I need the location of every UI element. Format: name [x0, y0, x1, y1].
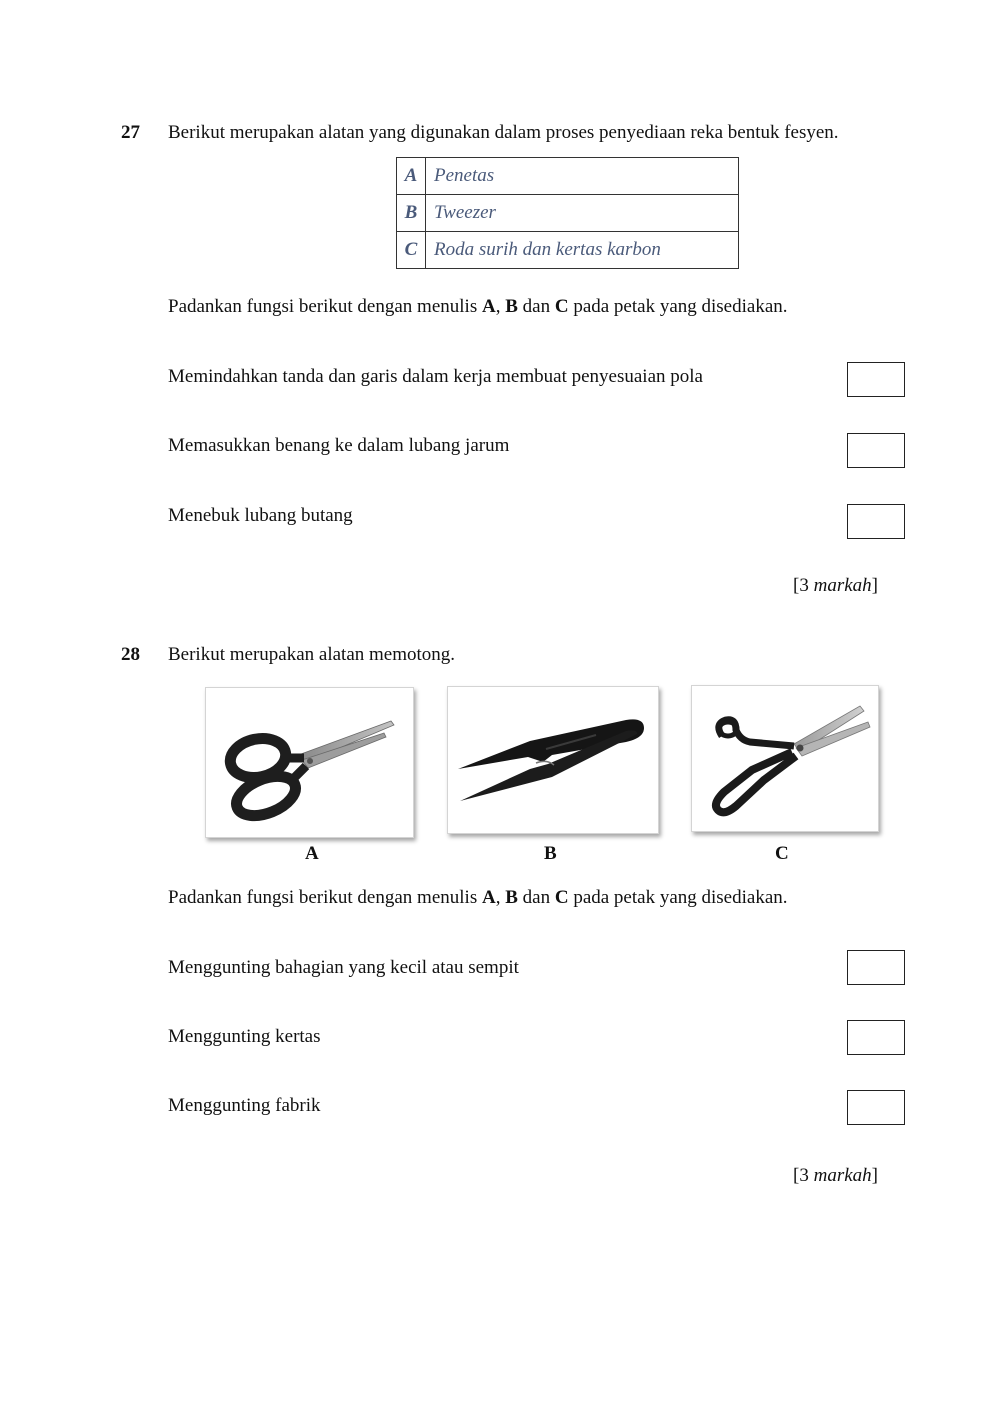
- question-27-number: 27: [121, 122, 140, 143]
- q28-item-3-text: Menggunting fabrik: [168, 1095, 321, 1116]
- image-b-caption: B: [544, 843, 557, 864]
- instruction-separator: ,: [495, 296, 506, 317]
- q28-item-1-text: Menggunting bahagian yang kecil atau sempit: [168, 957, 519, 978]
- table-row: [397, 232, 739, 269]
- q27-marks: [793, 575, 878, 597]
- question-27-instruction: [168, 296, 788, 318]
- marks-open: [3: [793, 575, 814, 596]
- instruction-separator: ,: [495, 887, 506, 908]
- q28-marks: [793, 1165, 878, 1187]
- marks-close: ]: [871, 575, 878, 596]
- q27-item-3-text: Menebuk lubang butang: [168, 505, 353, 526]
- q28-answer-box-3[interactable]: [847, 1090, 905, 1125]
- tool-letter: C: [397, 232, 426, 269]
- question-28-number: 28: [121, 644, 140, 665]
- image-a-caption: A: [305, 843, 319, 864]
- tool-name: Tweezer: [426, 195, 739, 232]
- question-28-instruction: [168, 887, 788, 909]
- instruction-text: Padankan fungsi berikut dengan menulis: [168, 296, 482, 317]
- q27-item-1-text: Memindahkan tanda dan garis dalam kerja membuat penyesuaian pola: [168, 366, 703, 387]
- instruction-letter-b: B: [505, 296, 518, 317]
- marks-word: markah: [813, 1165, 872, 1186]
- q28-answer-box-1[interactable]: [847, 950, 905, 985]
- marks-open: [3: [793, 1165, 814, 1186]
- instruction-separator: dan: [517, 887, 555, 908]
- instruction-text: pada petak yang disediakan.: [568, 887, 788, 908]
- instruction-letter-a: A: [481, 887, 496, 908]
- instruction-separator: dan: [517, 296, 555, 317]
- image-c-caption: C: [775, 843, 789, 864]
- q28-item-2-text: Menggunting kertas: [168, 1026, 321, 1047]
- dressmaking-shears-icon: [691, 685, 879, 832]
- tool-letter: A: [397, 158, 426, 195]
- q27-answer-box-2[interactable]: [847, 433, 905, 468]
- question-27-intro: Berikut merupakan alatan yang digunakan dalam proses penyediaan reka bentuk fesyen.: [168, 122, 839, 143]
- instruction-letter-c: C: [554, 296, 569, 317]
- table-row: [397, 158, 739, 195]
- q27-item-2-text: Memasukkan benang ke dalam lubang jarum: [168, 435, 510, 456]
- marks-word: markah: [813, 575, 872, 596]
- tool-name: Roda surih dan kertas karbon: [426, 232, 739, 269]
- table-row: [397, 195, 739, 232]
- q27-answer-box-1[interactable]: [847, 362, 905, 397]
- instruction-letter-a: A: [481, 296, 496, 317]
- instruction-text: Padankan fungsi berikut dengan menulis: [168, 887, 482, 908]
- tools-table: [396, 157, 739, 269]
- marks-close: ]: [871, 1165, 878, 1186]
- tool-name: Penetas: [426, 158, 739, 195]
- paper-scissors-icon: [205, 687, 414, 838]
- question-28-intro: Berikut merupakan alatan memotong.: [168, 644, 456, 665]
- thread-clipper-icon: [447, 686, 659, 834]
- q27-answer-box-3[interactable]: [847, 504, 905, 539]
- instruction-text: pada petak yang disediakan.: [568, 296, 788, 317]
- instruction-letter-b: B: [505, 887, 518, 908]
- instruction-letter-c: C: [554, 887, 569, 908]
- q28-answer-box-2[interactable]: [847, 1020, 905, 1055]
- tool-letter: B: [397, 195, 426, 232]
